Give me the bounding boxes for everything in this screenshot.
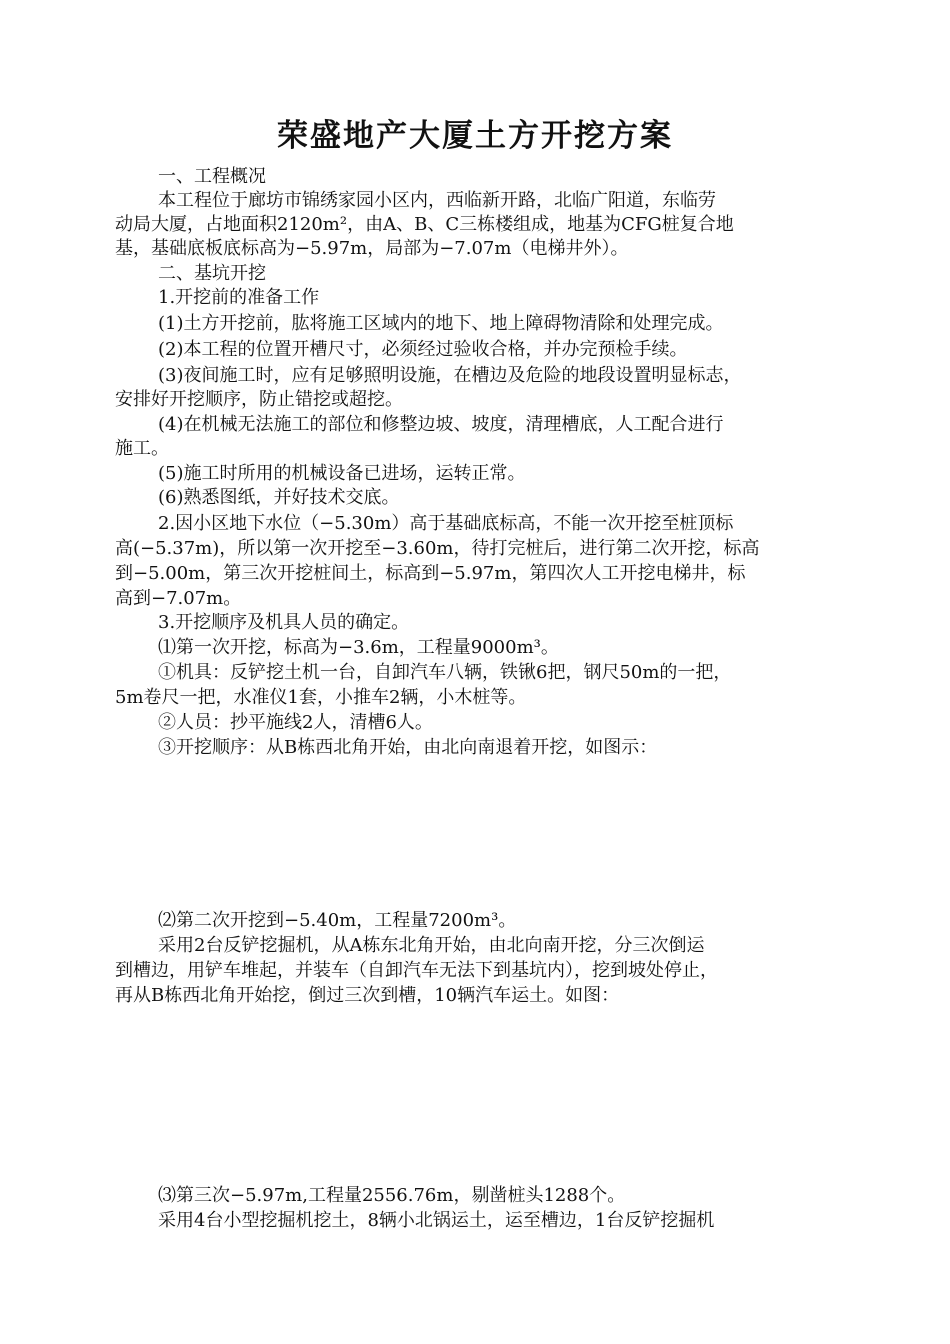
paragraph-line: 动局大厦，占地面积2120m²，由A、B、C三栋楼组成，地基为CFG桩复合地 (115, 214, 734, 235)
subsection-heading: 3.开挖顺序及机具人员的确定。 (158, 612, 410, 633)
list-item: (1)土方开挖前，肱将施工区域内的地下、地上障碍物清除和处理完成。 (158, 313, 724, 334)
list-item-continuation: 5m卷尺一把，水准仪1套，小推车2辆，小木桩等。 (115, 687, 527, 708)
paragraph-line: 再从B栋西北角开始挖，倒过三次到槽，10辆汽车运土。如图： (115, 985, 620, 1006)
list-item: ①机具：反铲挖土机一台，自卸汽车八辆，铁锹6把，钢尺50m的一把， (158, 662, 732, 683)
paragraph-line: 2.因小区地下水位（−5.30m）高于基础底标高，不能一次开挖至桩顶标 (158, 513, 734, 534)
list-item: ⑴第一次开挖，标高为−3.6m，工程量9000m³。 (158, 637, 559, 658)
paragraph-line: 高到−7.07m。 (115, 588, 242, 609)
paragraph-line: 到槽边，用铲车堆起，并装车（自卸汽车无法下到基坑内），挖到坡处停止， (115, 960, 718, 981)
paragraph-line: 采用4台小型挖掘机挖土，8辆小北锅运土，运至槽边，1台反铲挖掘机 (158, 1210, 715, 1231)
list-item: (2)本工程的位置开槽尺寸，必须经过验收合格，并办完预检手续。 (158, 339, 688, 360)
list-item: ⑶第三次−5.97m,工程量2556.76m，剔凿桩头1288个。 (158, 1185, 626, 1206)
list-item: ③开挖顺序：从B栋西北角开始，由北向南退着开挖，如图示： (158, 737, 658, 758)
subsection-heading: 1.开挖前的准备工作 (158, 287, 320, 308)
paragraph-line: 本工程位于廊坊市锦绣家园小区内，西临新开路，北临广阳道，东临劳 (158, 190, 716, 211)
list-item-continuation: 施工。 (115, 438, 169, 459)
list-item: ②人员：抄平施线2人，清槽6人。 (158, 712, 433, 733)
paragraph-line: 到−5.00m，第三次开挖桩间土，标高到−5.97m，第四次人工开挖电梯井，标 (115, 563, 746, 584)
list-item: ⑵第二次开挖到−5.40m，工程量7200m³。 (158, 910, 517, 931)
document-title: 荣盛地产大厦土方开挖方案 (277, 118, 673, 154)
list-item: (4)在机械无法施工的部位和修整边坡、坡度，清理槽底，人工配合进行 (158, 414, 724, 435)
paragraph-line: 基，基础底板底标高为−5.97m，局部为−7.07m（电梯井外）。 (115, 238, 629, 259)
list-item: (5)施工时所用的机械设备已进场，运转正常。 (158, 463, 526, 484)
list-item: (6)熟悉图纸，并好技术交底。 (158, 487, 400, 508)
section-heading: 一、工程概况 (158, 166, 266, 187)
list-item: (3)夜间施工时，应有足够照明设施，在槽边及危险的地段设置明显标志， (158, 365, 742, 386)
list-item-continuation: 安排好开挖顺序，防止错挖或超挖。 (115, 389, 403, 410)
section-heading: 二、基坑开挖 (158, 263, 266, 284)
paragraph-line: 采用2台反铲挖掘机，从A栋东北角开始，由北向南开挖，分三次倒运 (158, 935, 705, 956)
paragraph-line: 高(−5.37m)，所以第一次开挖至−3.60m，待打完桩后，进行第二次开挖，标高 (115, 538, 760, 559)
